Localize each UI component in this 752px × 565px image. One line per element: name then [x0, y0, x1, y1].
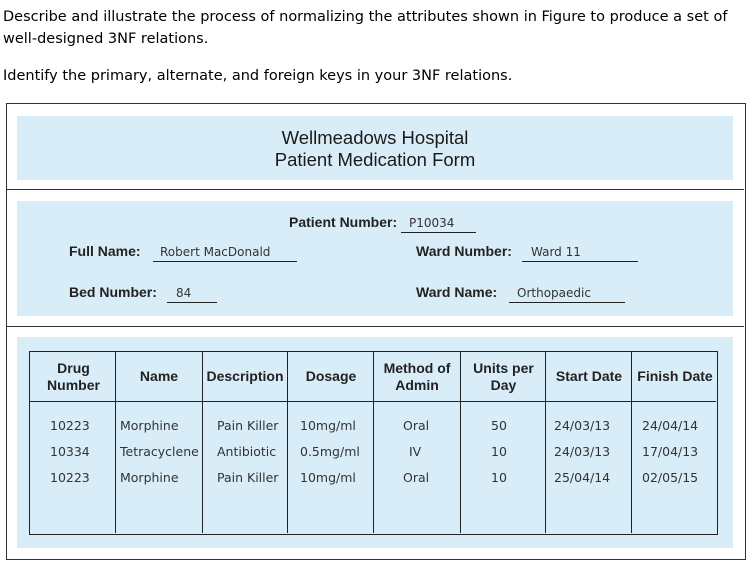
table-cell: 25/04/14: [554, 470, 611, 485]
table-cell: 24/03/13: [554, 444, 611, 459]
header-method-of-admin: Method of Admin: [383, 360, 451, 393]
table-cell: 02/05/15: [642, 470, 699, 485]
patient-medication-form: [6, 103, 746, 560]
table-cell: Antibiotic: [217, 444, 277, 459]
table-cell: 17/04/13: [642, 444, 699, 459]
header-description: Description: [206, 368, 284, 384]
header-units-per-day: Units per Day: [473, 360, 534, 393]
full-name-value: Robert MacDonald: [160, 245, 271, 259]
table-cell: 10223: [50, 470, 90, 485]
question-text: Describe and illustrate the process of normalizing the attributes shown in Figure to produce a set of well-designed 3NF relations.: [3, 9, 728, 47]
table-cell: 10223: [50, 418, 90, 433]
bed-number-label: Bed Number:: [69, 284, 157, 300]
medication-table: [29, 351, 718, 535]
table-cell: 24/03/13: [554, 418, 611, 433]
ward-name-label: Ward Name:: [416, 284, 498, 300]
table-cell: 10mg/ml: [300, 470, 356, 485]
bed-number-value: 84: [176, 286, 192, 300]
divider: [7, 189, 744, 190]
header-finish-date: Finish Date: [637, 368, 713, 384]
header-divider: [30, 401, 716, 402]
header-start-date: Start Date: [555, 368, 623, 384]
table-cell: Pain Killer: [217, 418, 279, 433]
form-header: [17, 116, 733, 180]
table-cell: Oral: [403, 470, 430, 485]
form-title: Patient Medication Form: [274, 149, 476, 170]
ward-number-label: Ward Number:: [416, 243, 512, 259]
patient-number-value: P10034: [409, 216, 455, 230]
bed-number-underline: [167, 302, 217, 303]
table-cell: 50: [491, 418, 507, 433]
question-keys-text: Identify the primary, alternate, and foreign keys in your 3NF relations.: [3, 68, 513, 84]
full-name-underline: [153, 261, 297, 262]
table-cell: 10: [491, 444, 507, 459]
divider: [7, 326, 744, 327]
ward-number-value: Ward 11: [531, 245, 581, 259]
table-cell: Oral: [403, 418, 430, 433]
header-name: Name: [139, 368, 179, 384]
full-name-label: Full Name:: [69, 243, 141, 259]
table-cell: 24/04/14: [642, 418, 699, 433]
hospital-title: Wellmeadows Hospital: [281, 127, 469, 148]
patient-number-underline: [401, 232, 476, 233]
ward-number-underline: [522, 261, 638, 262]
patient-number-label: Patient Number:: [289, 214, 398, 230]
patient-details: [17, 201, 733, 316]
table-cell: 10mg/ml: [300, 418, 356, 433]
table-cell: Morphine: [120, 470, 179, 485]
table-cell: Tetracyclene: [120, 444, 199, 459]
header-drug-number: Drug Number: [47, 360, 100, 393]
header-dosage: Dosage: [305, 368, 357, 384]
table-cell: IV: [409, 444, 422, 459]
ward-name-underline: [509, 302, 625, 303]
table-cell: 0.5mg/ml: [300, 444, 360, 459]
ward-name-value: Orthopaedic: [517, 286, 591, 300]
table-cell: Pain Killer: [217, 470, 279, 485]
table-cell: 10: [491, 470, 507, 485]
table-cell: 10334: [50, 444, 90, 459]
table-cell: Morphine: [120, 418, 179, 433]
